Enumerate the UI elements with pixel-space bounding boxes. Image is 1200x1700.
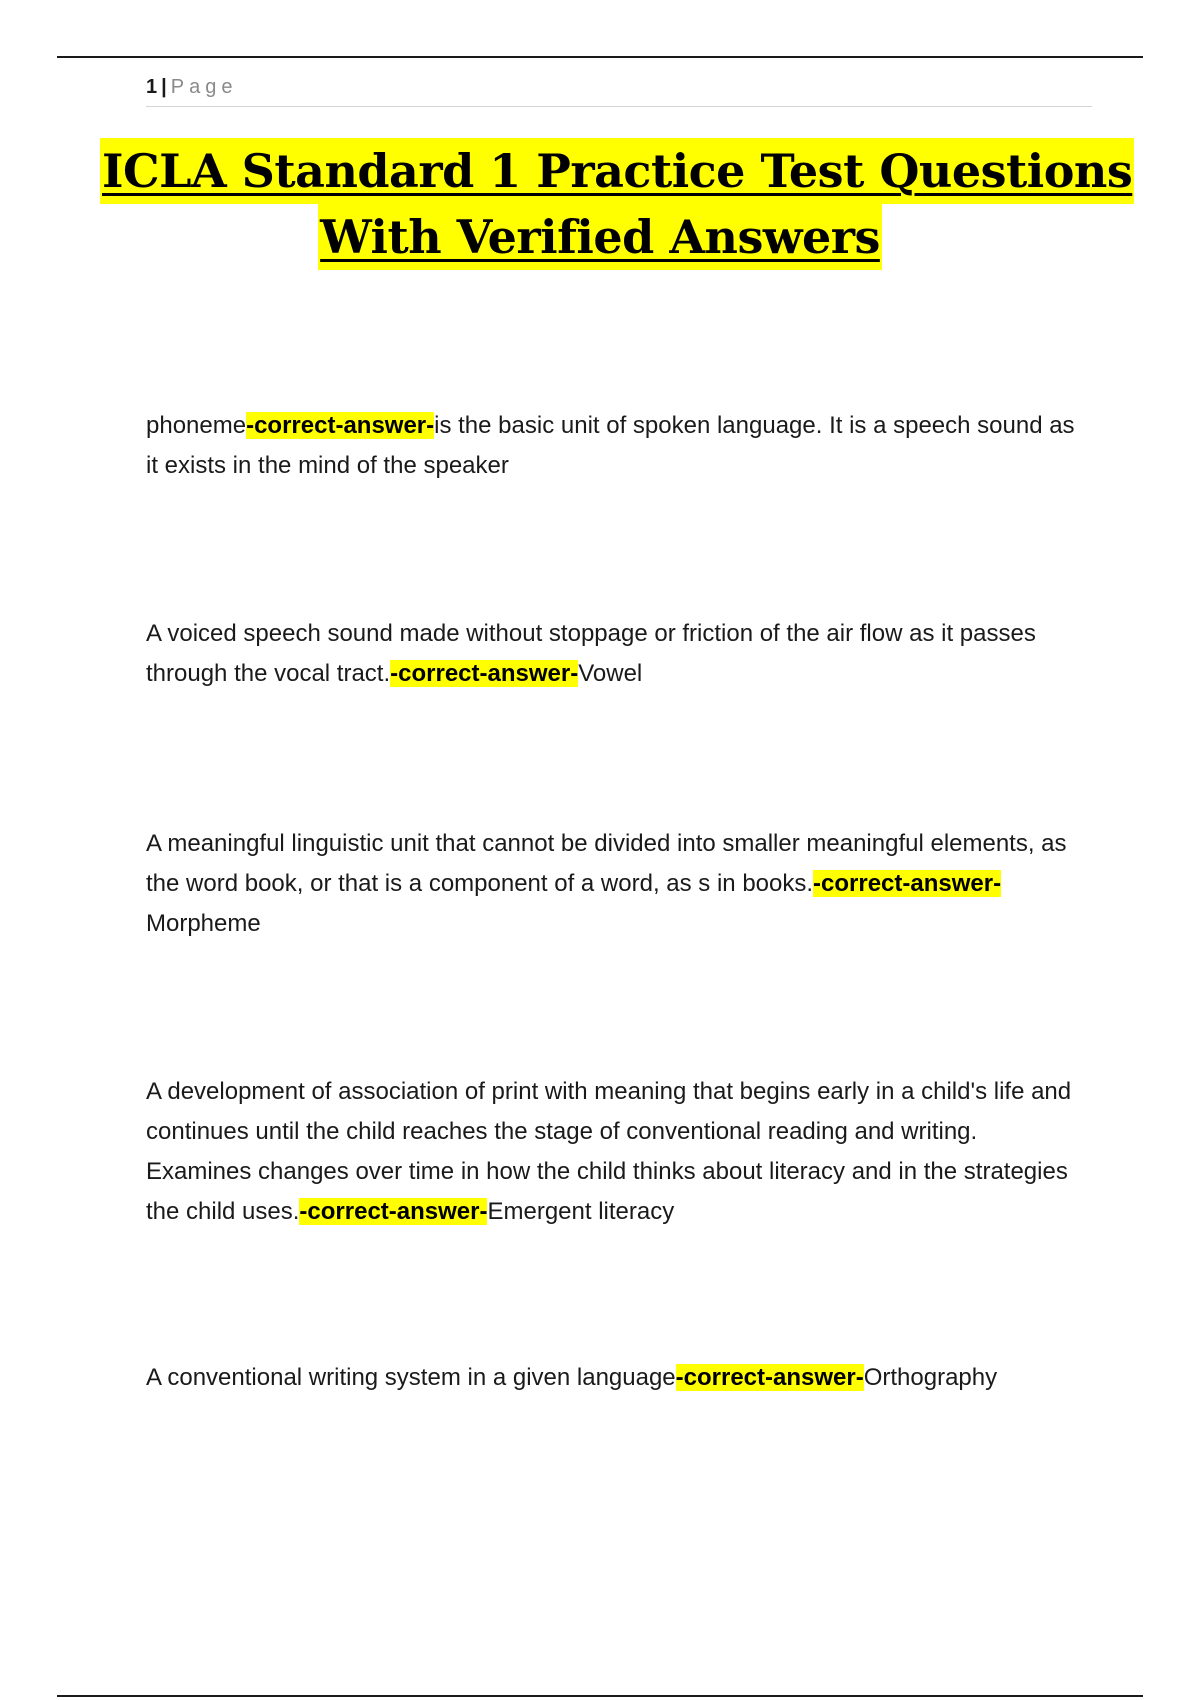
document-title: [100, 138, 1133, 270]
answer-text: Morpheme: [146, 910, 261, 937]
answer-marker: -correct-answer-: [390, 660, 579, 687]
answer-text: Emergent literacy: [487, 1198, 675, 1225]
page-separator: |: [161, 76, 167, 98]
answer-text: Orthography: [863, 1364, 998, 1391]
answer-text: Vowel: [578, 660, 643, 687]
question-text: phoneme: [146, 412, 247, 439]
page-number: 1: [146, 76, 158, 98]
answer-marker: -correct-answer-: [299, 1198, 488, 1225]
question-answer-item: [146, 406, 1086, 486]
page-header: [146, 74, 1092, 107]
top-rule: [57, 56, 1143, 58]
answer-text: is the basic unit of spoken language. It is a speech sound as it exists in the mind of the speaker: [146, 412, 1075, 479]
question-answer-item: [146, 1358, 1086, 1398]
answer-marker: -correct-answer-: [246, 412, 435, 439]
bottom-rule: [57, 1695, 1143, 1697]
title-line-1: ICLA Standard 1 Practice Test Questions: [100, 138, 1134, 204]
question-text: A voiced speech sound made without stoppage or friction of the air flow as it passes through the vocal tract.: [146, 620, 1036, 687]
question-text: A meaningful linguistic unit that cannot be divided into smaller meaningful elements, as the word book, or that is a component of a word, as s in books.: [146, 830, 1067, 897]
question-text: A conventional writing system in a given language: [146, 1364, 676, 1391]
question-answer-item: [146, 824, 1086, 944]
question-answer-item: [146, 614, 1086, 694]
answer-marker: -correct-answer-: [675, 1364, 864, 1391]
answer-marker: -correct-answer-: [813, 870, 1002, 897]
question-text: A development of association of print with meaning that begins early in a child's life and continues until the child reaches the stage of conventional reading and writing. Examines changes over time in how the child thinks about literacy and in the strategies the child uses.: [146, 1078, 1072, 1225]
page-label: Page: [170, 76, 238, 98]
question-answer-item: [146, 1072, 1086, 1232]
title-line-2: With Verified Answers: [318, 204, 882, 270]
